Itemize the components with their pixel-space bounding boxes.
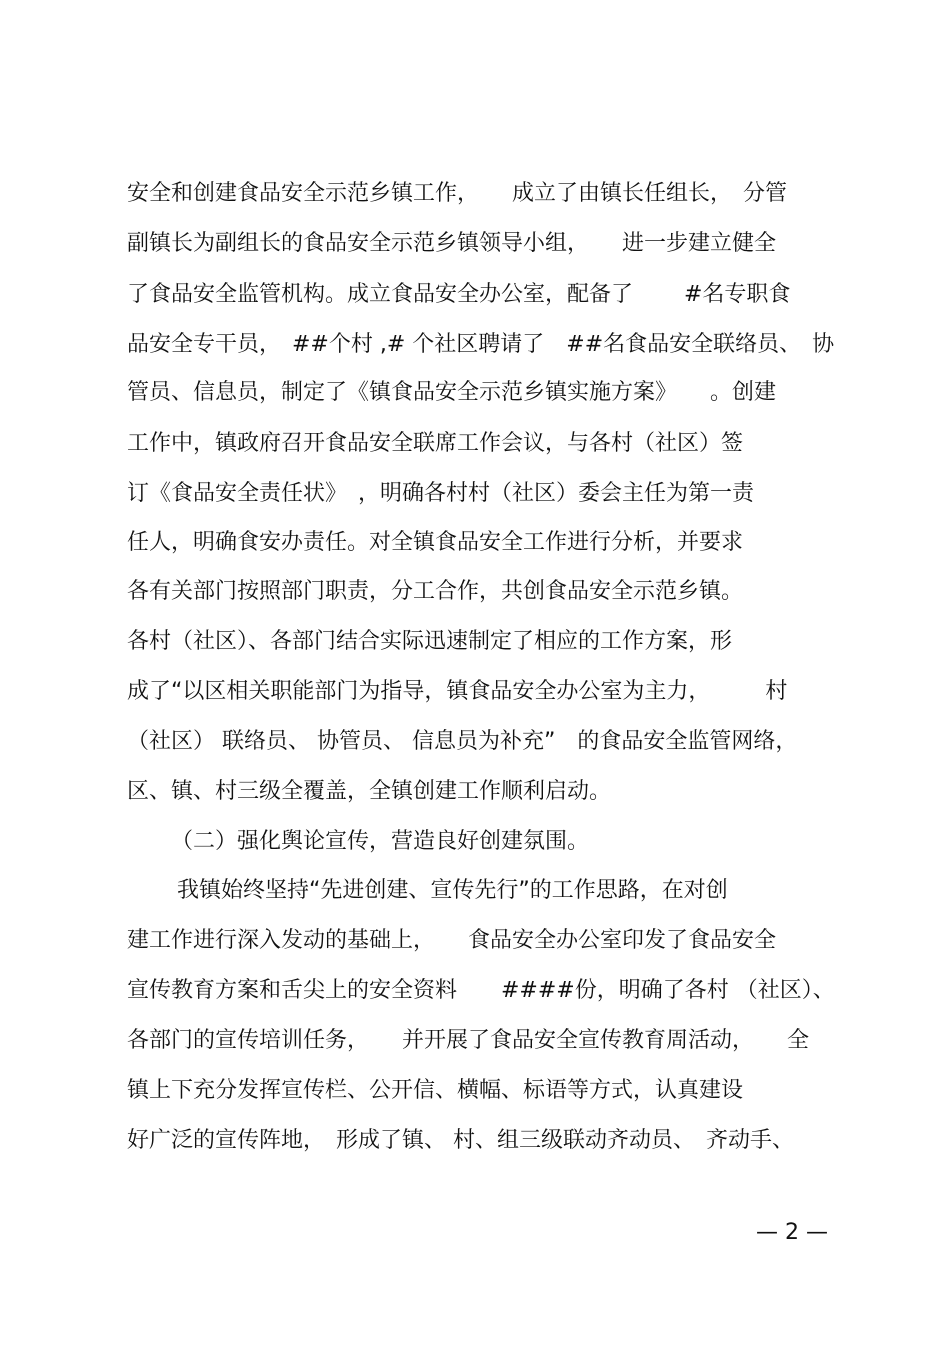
body-line-1: 安全和创建食品安全示范乡镇工作， 成立了由镇长任组长， 分管 bbox=[127, 181, 788, 206]
body-line-6: 工作中，镇政府召开食品安全联席工作会议，与各村（社区）签 bbox=[127, 431, 744, 456]
page-number: — 2 — bbox=[756, 1220, 828, 1245]
section-heading: （二）强化舆论宣传，营造良好创建氛围。 bbox=[160, 829, 590, 854]
body-line-11: 成了“以区相关职能部门为指导，镇食品安全办公室为主力， 村 bbox=[127, 679, 788, 704]
body-line-18: 各部门的宣传培训任务， 并开展了食品安全宣传教育周活动， 全 bbox=[127, 1028, 810, 1053]
body-line-12: （社区） 联络员、 协管员、 信息员为补充” 的食品安全监管网络， bbox=[127, 729, 798, 754]
body-line-4: 品安全专干员， ##个村 ,# 个社区聘请了 ##名食品安全联络员、 协 bbox=[127, 332, 835, 357]
body-line-8: 任人，明确食安办责任。对全镇食品安全工作进行分析，并要求 bbox=[127, 530, 744, 555]
body-line-15: 我镇始终坚持“先进创建、宣传先行”的工作思路，在对创 bbox=[155, 878, 728, 903]
body-line-3: 了食品安全监管机构。成立食品安全办公室，配备了 #名专职食 bbox=[127, 282, 791, 307]
body-line-20: 好广泛的宣传阵地， 形成了镇、 村、组三级联动齐动员、 齐动手、 bbox=[127, 1128, 794, 1153]
body-line-13: 区、镇、村三级全覆盖，全镇创建工作顺利启动。 bbox=[127, 779, 612, 804]
body-line-2: 副镇长为副组长的食品安全示范乡镇领导小组， 进一步建立健全 bbox=[127, 231, 777, 256]
body-line-17: 宣传教育方案和舌尖上的安全资料 ####份，明确了各村 （社区）、 bbox=[127, 978, 835, 1003]
body-line-7: 订《食品安全责任状》 ，明确各村村（社区）委会主任为第一责 bbox=[127, 481, 755, 506]
body-line-5: 管员、信息员，制定了《镇食品安全示范乡镇实施方案》 。创建 bbox=[127, 380, 777, 405]
body-line-9: 各有关部门按照部门职责，分工合作，共创食品安全示范乡镇。 bbox=[127, 579, 744, 604]
body-line-10: 各村（社区）、各部门结合实际迅速制定了相应的工作方案，形 bbox=[127, 629, 733, 654]
body-line-19: 镇上下充分发挥宣传栏、公开信、横幅、标语等方式，认真建设 bbox=[127, 1078, 744, 1103]
body-line-16: 建工作进行深入发动的基础上， 食品安全办公室印发了食品安全 bbox=[127, 928, 777, 953]
